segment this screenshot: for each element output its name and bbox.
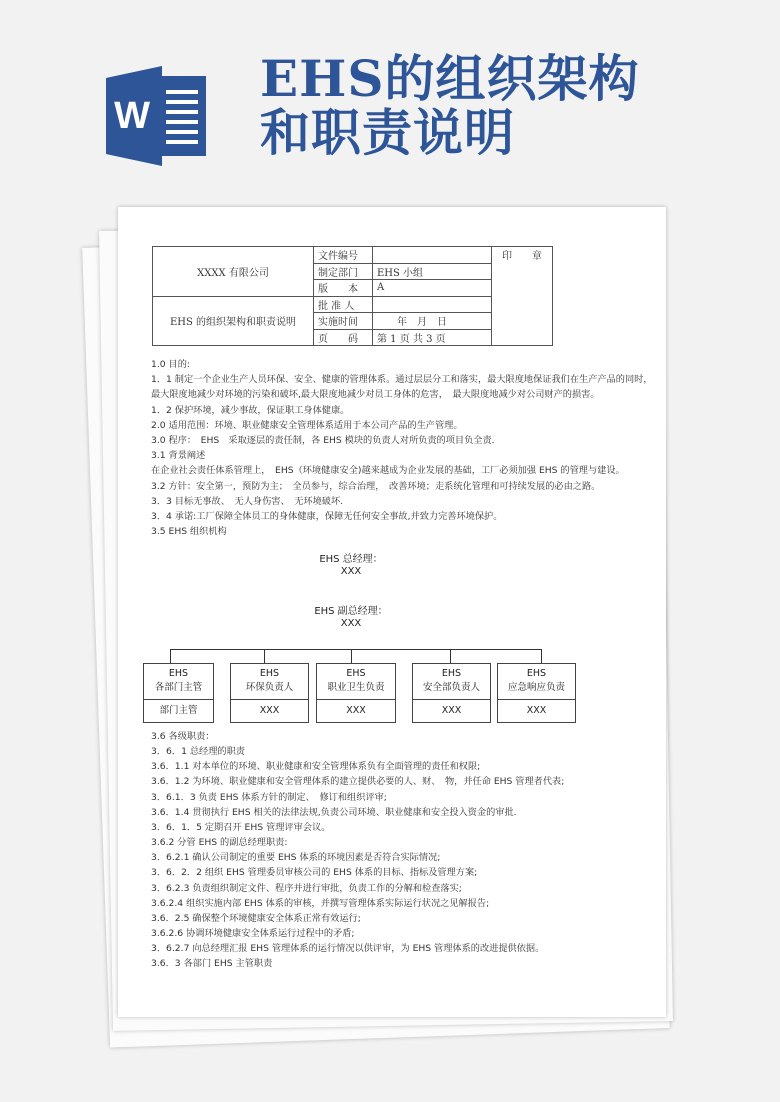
- org-unit-box: EHS 职业卫生负责 XXX: [316, 663, 396, 723]
- paragraph: 3.6 各级职责：: [151, 731, 215, 742]
- paragraph: 3．6．2．2 组织 EHS 管理委员审核公司的 EHS 体系的目标、指标及管理方案;: [151, 867, 478, 879]
- dgm-title: EHS 副总经理：: [314, 606, 388, 617]
- paragraph: 3．4 承诺:工厂保障全体员工的身体健康，保障无任何安全事故,并致力完善环境保护。: [151, 511, 503, 523]
- paragraph: 3．6.1．3 负责 EHS 体系方针的制定、 修订和组织评审;: [151, 791, 387, 803]
- paragraph: 3.5 EHS 组织机构: [151, 526, 227, 538]
- label-approver: 批 准 人: [314, 296, 373, 313]
- paragraph: 3.0 程序： EHS 采取逐层的责任制，各 EHS 模块的负责人对所负责的项目负全责.: [151, 435, 495, 447]
- org-unit-box: EHS 安全部负责人 XXX: [412, 663, 491, 723]
- paragraph: 3．6.2.1 确认公司制定的重要 EHS 体系的环境因素是否符合实际情况;: [151, 852, 441, 864]
- title-line-2: 和职责说明: [260, 103, 515, 162]
- paragraph: 在企业社会责任体系管理上， EHS（环境健康安全)越来越成为企业发展的基础，工厂必须加强 EHS 的管理与建设。: [151, 465, 625, 477]
- paragraph: 3.6.2.6 协调环境健康安全体系运行过程中的矛盾;: [151, 928, 355, 940]
- org-unit-box: EHS 各部门主管 部门主管: [143, 663, 214, 723]
- paragraph: 3.6.2 分管 EHS 的副总经理职责:: [151, 837, 288, 849]
- connector-line: [170, 649, 542, 650]
- connector-line: [351, 649, 352, 663]
- paragraph: 3.6．1.2 为环境、职业健康和安全管理体系的建立提供必要的人、财、 物，并任命 EHS 管理者代表;: [151, 776, 565, 788]
- paragraph: 2.0 适用范围：环境、职业健康安全管理体系适用于本公司产品的生产管理。: [151, 419, 463, 431]
- title-line-1: EHS的组织架构: [260, 49, 640, 108]
- gm-name: XXX: [340, 566, 362, 577]
- section-purpose-scope: [151, 357, 661, 539]
- paragraph: 3.6．3 各部门 EHS 主管职责: [151, 958, 273, 970]
- gm-title: EHS 总经理：: [319, 554, 383, 565]
- paragraph: 3．6．1 总经理的职责: [151, 746, 245, 758]
- paragraph: 3.6．1.1 对本单位的环境、职业健康和安全管理体系负有全面管理的责任和权限;: [151, 761, 481, 773]
- dgm-name: XXX: [340, 618, 362, 629]
- connector-line: [541, 649, 542, 663]
- label-dept: 制定部门: [314, 263, 373, 280]
- word-logo-icon: [106, 66, 210, 166]
- paragraph: 3．6.2.3 负责组织制定文件、程序并进行审批，负责工作的分解和检查落实;: [151, 882, 462, 894]
- label-page: 页 码: [314, 329, 373, 346]
- value-effective-date: 年 月 日: [373, 313, 492, 330]
- document-title: EHS 的组织架构和职责说明: [153, 296, 314, 346]
- paragraph: 3.6.2.4 组织实施内部 EHS 体系的审核，并撰写管理体系实际运行状况之见解报告;: [151, 897, 490, 909]
- seal-cell: 印 章: [492, 247, 553, 346]
- value-page: 第 1 页 共 3 页: [373, 329, 492, 346]
- header-table: [152, 246, 553, 346]
- paragraph: 3．6．1．5 定期召开 EHS 管理评审会议。: [151, 821, 331, 833]
- org-unit-box: EHS 应急响应负责 XXX: [497, 663, 576, 723]
- org-unit-box: EHS 环保负责人 XXX: [230, 663, 309, 723]
- label-version: 版 本: [314, 280, 373, 297]
- company-name: XXXX 有限公司: [153, 247, 314, 297]
- value-approver: [373, 296, 492, 313]
- paragraph: 3．6.2.7 向总经理汇报 EHS 管理体系的运行情况以供评审，为 EHS 管理体系的改进提供依据。: [151, 943, 545, 955]
- connector-line: [450, 649, 451, 663]
- section-responsibilities: [151, 729, 564, 972]
- document-page: [118, 207, 666, 1017]
- connector-line: [170, 649, 171, 663]
- paragraph: 3．3 目标无事故、 无人身伤害、 无环境破坏.: [151, 495, 344, 507]
- paragraph: 3.6．1.4 贯彻执行 EHS 相关的法律法规,负责公司环境、职业健康和安全投入资金的审批.: [151, 806, 517, 818]
- org-chart: [118, 546, 666, 726]
- value-version: A: [373, 280, 492, 297]
- connector-line: [264, 649, 265, 663]
- paragraph: 1．2 保护环境，减少事故，保证职工身体健康。: [151, 404, 350, 416]
- paragraph: 1．1 制定一个企业生产人员环保、安全、健康的管理体系。通过层层分工和落实，最大限度地保证我们在生产产品的同时， 最大限度地减少对环境的污染和破坏,最大限度地减少对员工身体的危害， 最大限度地减少对公司财产的损害。: [151, 374, 658, 401]
- value-doc-number: [373, 247, 492, 264]
- label-effective-date: 实施时间: [314, 313, 373, 330]
- paragraph: 3.1 背景阐述: [151, 450, 206, 462]
- label-doc-number: 文件编号: [314, 247, 373, 264]
- paragraph: 3.2 方针：安全第一，预防为主； 全员参与，综合治理， 改善环境；走系统化管理和可持续发展的必由之路。: [151, 480, 601, 492]
- paragraph: 1.0 目的:: [151, 359, 191, 370]
- svg-text:W: W: [114, 95, 150, 137]
- value-dept: EHS 小组: [373, 263, 492, 280]
- banner-title: [260, 49, 640, 162]
- paragraph: 3.6．2.5 确保整个环境健康安全体系正常有效运行;: [151, 912, 361, 924]
